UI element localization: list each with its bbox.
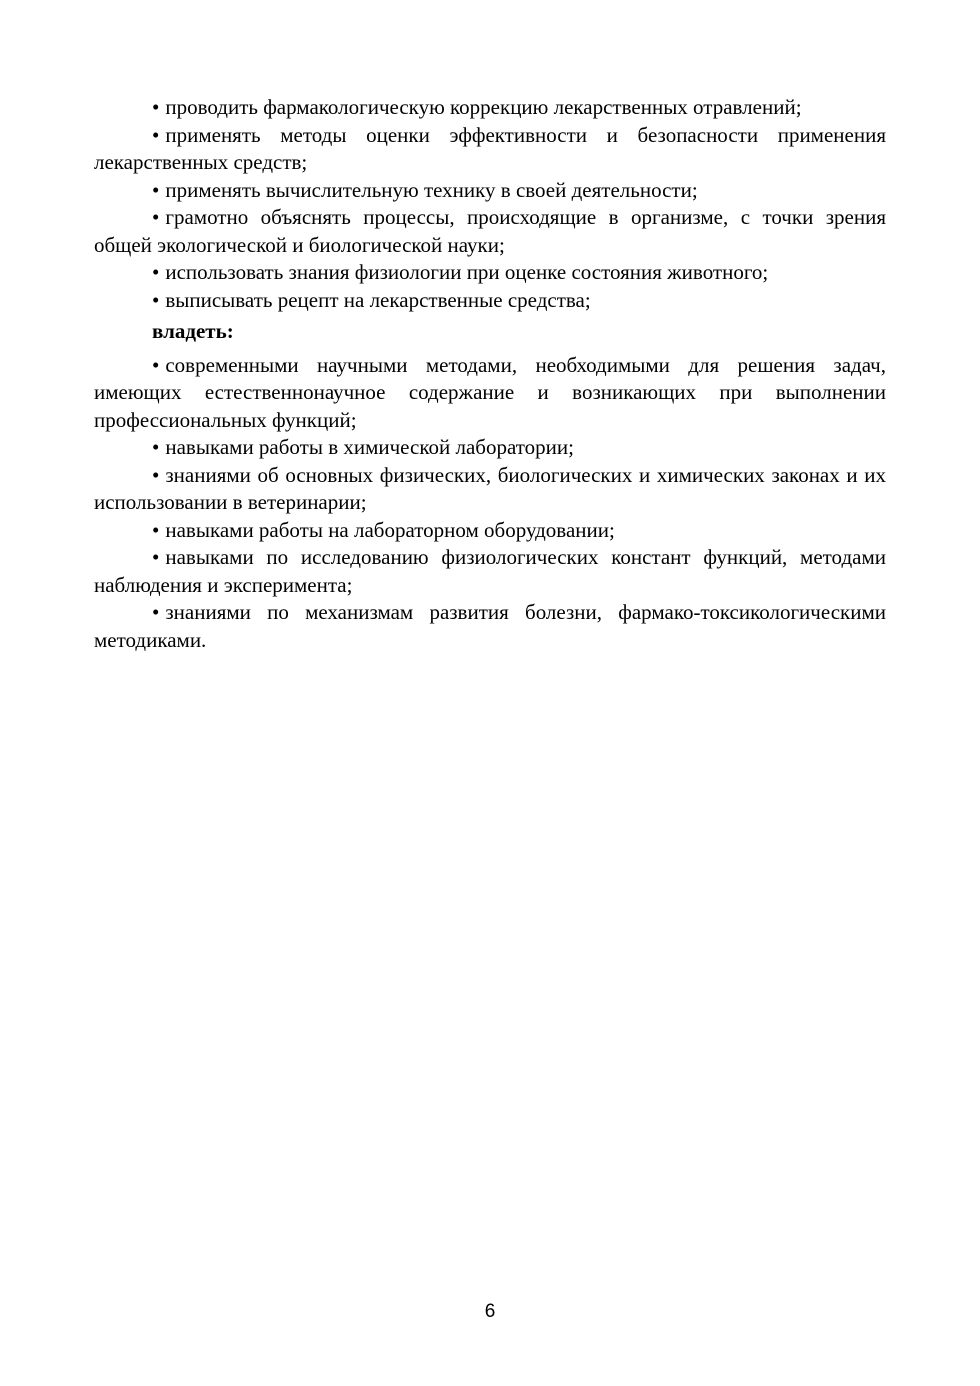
list-item: [94, 122, 886, 177]
bullet-icon: •: [152, 517, 160, 542]
document-body: [94, 94, 886, 654]
bullet-icon: •: [152, 260, 160, 284]
bullet-icon: •: [152, 177, 160, 202]
list-item: [94, 462, 886, 517]
bullet-icon: •: [152, 95, 160, 119]
bullet-icon: •: [152, 352, 160, 377]
list-item-text: проводить фармакологическую коррекцию лекарственных отравлений;: [165, 95, 802, 119]
page-number: 6: [484, 1301, 496, 1322]
bullet-icon: •: [152, 600, 160, 624]
bullet-icon: •: [152, 122, 160, 147]
bullet-icon: •: [152, 287, 160, 312]
bullet-icon: •: [152, 435, 160, 459]
list-item-text: грамотно объяснять процессы, происходящие в организме, с точки зрения общей экологической и биологической науки;: [94, 205, 886, 257]
list-item-text: навыками работы в химической лаборатории;: [165, 435, 574, 459]
list-item: [94, 177, 886, 205]
bullet-icon: •: [152, 462, 160, 487]
list-item: [94, 517, 886, 545]
list-item: [94, 434, 886, 462]
list-item-text: использовать знания физиологии при оценке состояния животного;: [165, 260, 769, 284]
list-item-text: навыками по исследованию физиологических констант функций, методами наблюдения и эксперимента;: [94, 545, 886, 597]
list-item-text: применять вычислительную технику в своей деятельности;: [165, 177, 698, 202]
bullet-icon: •: [152, 545, 160, 569]
bullet-icon: •: [152, 205, 160, 229]
list-item: [94, 544, 886, 599]
list-item-text: применять методы оценки эффективности и безопасности применения лекарственных средств;: [94, 122, 886, 174]
list-item: [94, 599, 886, 654]
list-item: [94, 204, 886, 259]
list-item: [94, 94, 886, 122]
list-item-text: навыками работы на лабораторном оборудовании;: [165, 517, 615, 542]
list-item: [94, 259, 886, 287]
list-item: [94, 352, 886, 435]
list-item-text: современными научными методами, необходимыми для решения задач, имеющих естественнонаучное содержание и возникающих при выполнении профессиональных функций;: [94, 352, 886, 432]
list-item-text: знаниями об основных физических, биологических и химических законах и их использовании в ветеринарии;: [94, 462, 886, 514]
list-item-text: знаниями по механизмам развития болезни, фармако-токсикологическими методиками.: [94, 600, 886, 652]
section-heading: владеть:: [152, 319, 234, 343]
list-item-text: выписывать рецепт на лекарственные средства;: [165, 287, 591, 312]
list-item: [94, 287, 886, 315]
